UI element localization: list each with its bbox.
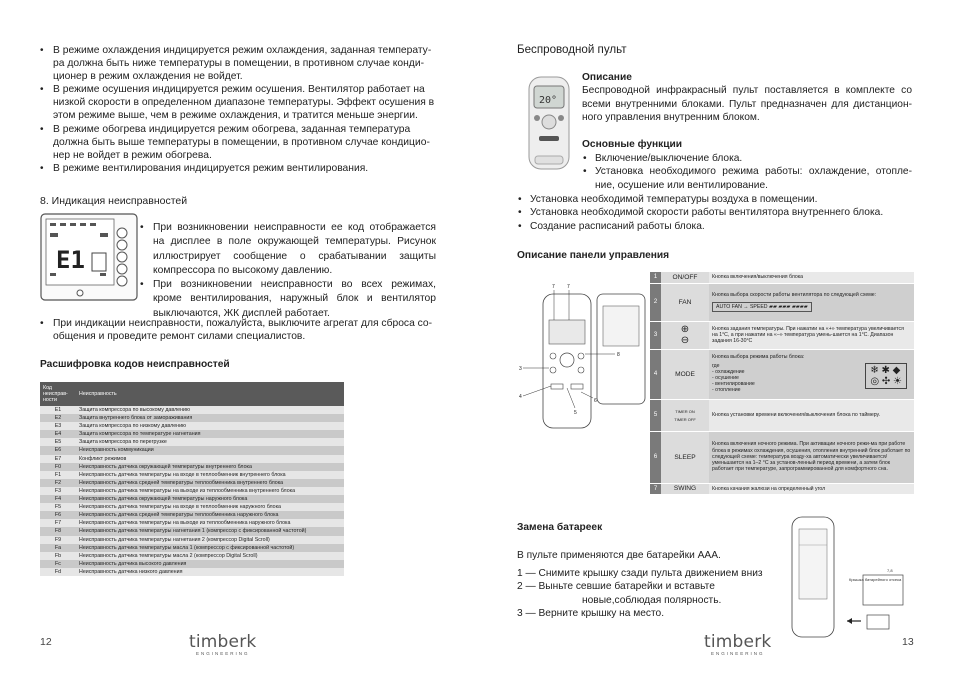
fault-description: Защита компрессора по высокому давлению (76, 406, 344, 414)
control-desc: Кнопка включения ночного режима. При активации ночного режи-ма при работе блока в режимах охлаждения, осушения, отопления внутренний блок работает по следующей схеме: температура возду-ха автоматически увеличивается/уменьшается на 1–2 °С за установ-ленный период времени, а затем блок работает при температуре, запрограммированной для комфортного сна. (709, 431, 914, 483)
table-row (40, 422, 344, 430)
fault-code: F0 (40, 463, 76, 471)
diagram-label: 4 (519, 394, 522, 400)
fault-description: Конфликт режимов (76, 455, 344, 463)
fault-description: Неисправность датчика температуры масла 1 (компрессор с фиксированной частотой) (76, 544, 344, 552)
table-row (40, 560, 344, 568)
function-item: • Установка необходимой скорости работы вентилятора внутреннего блока. (517, 206, 917, 219)
table-row (40, 536, 344, 544)
diagram-label: 7 (552, 284, 555, 290)
timer-off-label: TIMER OFF (674, 416, 696, 422)
battery-line: 1 — Снимите крышку сзади пульта движением вниз (517, 567, 763, 579)
fault-description: Неисправность датчика средней температуры теплообменника внутреннего блока (76, 479, 344, 487)
functions-list (517, 193, 917, 233)
control-row (650, 283, 914, 321)
control-desc: Кнопка задания температуры. При нажатии на «+» температура увеличивается на 1°С, а при нажатии на «–» температура умень-шается на 1°С. Диапазон задания 16-30°С (709, 321, 914, 349)
fault-description: Неисправность датчика окружающей температуры наружного блока (76, 495, 344, 503)
control-desc: Кнопка качания жалюзи на определенный угол (709, 483, 914, 494)
section-8-title: 8. Индикация неисправностей (40, 195, 188, 207)
fault-code-display: E1 (56, 246, 85, 274)
fault-code: F2 (40, 479, 76, 487)
mode-item: - вентилирование (712, 381, 755, 388)
codes-header-fault: Неисправность (76, 382, 344, 406)
fault-code: Fb (40, 552, 76, 560)
control-desc-cell (709, 283, 914, 321)
fault-description: Неисправность датчика окружающей температуры внутреннего блока (76, 463, 344, 471)
table-row (40, 527, 344, 535)
function-item: • Установка необходимой температуры воздуха в помещении. (517, 193, 917, 206)
plus-minus-icon: ⊕ ⊖ (680, 324, 690, 346)
fan-speed-label: SPEED (749, 304, 768, 310)
fault-code: Fa (40, 544, 76, 552)
mode-item: - охлаждение (712, 368, 745, 375)
mode-item: - отопление (712, 387, 741, 394)
mode-item: где (712, 362, 720, 369)
mode-item: - осушение (712, 375, 739, 381)
battery-pins-label: 7,8 (887, 568, 893, 573)
control-number: 1 (650, 272, 661, 283)
fault-description: Защита внутреннего блока от замораживания (76, 414, 344, 422)
fault-description: Неисправность датчика температуры на входе в теплообменник наружного блока (76, 503, 344, 511)
mode-legend (712, 363, 911, 394)
panel-heading: Описание панели управления (517, 250, 670, 261)
control-row (650, 399, 914, 431)
fault-codes-body (40, 406, 344, 576)
fault-bullet-1: • При возникновении неисправности ее код отображается на дисплее в поле окружающей температуры. Рисунок иллюстрирует сообщение о срабатывании защиты компрессора по высокому давлению. (140, 221, 436, 278)
reset-note: • При индикации неисправности, пожалуйста, выключите агрегат для сброса со-общения и проведите ремонт силами специалистов. (38, 317, 453, 343)
table-row (40, 519, 344, 527)
table-row (40, 446, 344, 454)
remote-display-text: 20° (539, 95, 558, 106)
fault-description: Неисправность коммуникации (76, 446, 344, 454)
fault-description: Неисправность датчика температуры масла 2 (компрессор Digital Scroll) (76, 552, 344, 560)
diagram-label: 3 (519, 366, 522, 372)
battery-heading: Замена батареек (517, 522, 603, 533)
fault-bullet-2: • При возникновении неисправности во всех режимах, кроме вентилирования, наружный блок и вентилятор выключаются, ЖК дисплей работает. (140, 278, 436, 321)
control-row (650, 483, 914, 494)
table-row (40, 503, 344, 511)
description-heading: Описание (582, 72, 632, 83)
logo-name: timberk (704, 632, 772, 652)
fault-description: Неисправность датчика средней температуры теплообменника наружного блока (76, 511, 344, 519)
fault-description: Неисправность датчика температуры на выходе из теплообменника внутреннего блока (76, 487, 344, 495)
fault-description: Защита компрессора по температуре нагнетания (76, 430, 344, 438)
battery-line: 2 — Выньте севшие батарейки и вставьте (517, 581, 715, 592)
control-desc: Кнопка выбора скорости работы вентилятора по следующей схеме: (712, 291, 877, 298)
logo-sub: ENGINEERING (710, 651, 765, 656)
diagram-label: 5 (574, 410, 577, 416)
fault-bullets (140, 221, 436, 321)
control-key-cell (661, 321, 709, 349)
fault-code: E3 (40, 422, 76, 430)
control-number: 7 (650, 483, 661, 494)
fault-description: Неисправность датчика температуры нагнетания 2 (компрессор Digital Scroll) (76, 536, 344, 544)
battery-line: новые,соблюдая полярность. (582, 594, 722, 606)
table-row (40, 568, 344, 576)
control-desc: Кнопка выбора режима работы блока: (712, 354, 805, 361)
fault-code: Fc (40, 560, 76, 568)
description (582, 71, 912, 124)
right-page (477, 0, 954, 677)
control-desc: Кнопка установки времени включения/выключения блока по таймеру. (709, 399, 914, 431)
table-row (40, 495, 344, 503)
mode-list (712, 363, 755, 394)
fault-codes-table (40, 382, 344, 576)
fan-bars-icon: ▰▰ ▰▰▰ ▰▰▰▰ (768, 304, 808, 310)
battery-illustration (787, 515, 907, 640)
fault-description: Защита компрессора по низкому давлению (76, 422, 344, 430)
timberk-logo-right (704, 634, 771, 657)
control-row (650, 272, 914, 283)
control-row (650, 349, 914, 399)
control-key: FAN (661, 283, 709, 321)
control-number: 2 (650, 283, 661, 321)
control-key: ON/OFF (661, 272, 709, 283)
battery-line: В пульте применяются две батарейки ААА. (517, 550, 721, 561)
control-key: SWING (661, 483, 709, 494)
fault-code: F9 (40, 536, 76, 544)
battery-line: 3 — Верните крышку на место. (517, 608, 665, 619)
function-item: • Создание расписаний работы блока. (517, 220, 917, 233)
remote-diagram (519, 280, 647, 430)
fault-code: E5 (40, 438, 76, 446)
codes-title: Расшифровка кодов неисправностей (40, 359, 230, 370)
diagram-label: 8 (617, 352, 620, 358)
control-desc: Кнопка включения/выключения блока (709, 272, 914, 283)
diagram-label: 7 (567, 284, 570, 290)
remote-photo (525, 76, 573, 170)
table-row (40, 430, 344, 438)
fault-code: Fd (40, 568, 76, 576)
fault-code: E1 (40, 406, 76, 414)
table-row (40, 479, 344, 487)
control-number: 5 (650, 399, 661, 431)
control-key: MODE (661, 349, 709, 399)
fault-code: F6 (40, 511, 76, 519)
fault-code: F8 (40, 527, 76, 535)
table-row (40, 471, 344, 479)
bullet-heating: • В режиме обогрева индицируется режим обогрева, заданная температура должна быть выше температуры в помещении, в противном случае кондицио-нер не войдет в режим обогрева. (38, 123, 438, 162)
function-item: • Включение/выключение блока. (582, 152, 912, 165)
bullet-drying: • В режиме осушения индицируется режим осушения. Вентилятор работает на низкой скорости в определенном диапазоне температуры. Эффект осушения в этом режиме выше, чем в режиме охлаждения, и тратится меньше энергии. (38, 83, 438, 122)
control-panel-table (650, 272, 914, 495)
fault-code: E6 (40, 446, 76, 454)
fault-description: Неисправность датчика высокого давления (76, 560, 344, 568)
fault-description: Неисправность датчика температуры на выходе из теплообменника наружного блока (76, 519, 344, 527)
functions-heading: Основные функции (582, 139, 683, 150)
table-row (40, 511, 344, 519)
battery-instructions (517, 549, 763, 621)
table-row (40, 487, 344, 495)
table-row (40, 463, 344, 471)
fault-code: F1 (40, 471, 76, 479)
fault-description: Защита компрессора по перегрузке (76, 438, 344, 446)
control-desc-cell (709, 349, 914, 399)
mode-bullets (38, 44, 438, 175)
bullet-fan: • В режиме вентилирования индицируется режим вентилирования. (38, 162, 438, 175)
table-row (40, 438, 344, 446)
logo-sub: ENGINEERING (195, 651, 250, 656)
control-key: SLEEP (661, 431, 709, 483)
table-row (40, 455, 344, 463)
table-row (40, 414, 344, 422)
function-item: • Установка необходимого режима работы: охлаждение, отопле-ние, осушение или вентилирование. (582, 165, 912, 192)
page-number-right: 13 (902, 636, 914, 648)
logo-name: timberk (189, 632, 257, 652)
control-row (650, 321, 914, 349)
fault-description: Неисправность датчика низкого давления (76, 568, 344, 576)
control-key-cell (661, 399, 709, 431)
timberk-logo-left (189, 634, 256, 657)
fault-display-illustration (40, 213, 138, 301)
table-row (40, 544, 344, 552)
fault-code: F4 (40, 495, 76, 503)
remote-title: Беспроводной пульт (517, 43, 627, 56)
fault-description: Неисправность датчика температуры нагнетания 1 (компрессор с фиксированной частотой) (76, 527, 344, 535)
fault-code: E2 (40, 414, 76, 422)
fan-auto-label: AUTO FAN (716, 304, 742, 310)
bullet-cooling: • В режиме охлаждения индицируется режим охлаждения, заданная температу-ра должна быть ниже температуры в помещении, в противном случае конди-ционер в режим охлаждения не войдет. (38, 44, 438, 83)
battery-cover-label: Крышка батарейного отсека (849, 577, 902, 582)
diagram-label: 6 (594, 398, 597, 404)
description-text: Беспроводной инфракрасный пульт поставляется в комплекте со всеми внутренними блоками. Пульт предназначен для дистанцион-ного управления внутренним блоком. (582, 85, 912, 123)
fault-description: Неисправность датчика температуры на входе в теплообменник внутреннего блока (76, 471, 344, 479)
fault-code: F7 (40, 519, 76, 527)
fan-sequence-box: AUTO FAN → SPEED ▰▰ ▰▰▰ ▰▰▰▰ (712, 302, 812, 312)
fault-code: F3 (40, 487, 76, 495)
control-number: 3 (650, 321, 661, 349)
functions-list-indented (582, 152, 912, 192)
fault-code: E4 (40, 430, 76, 438)
control-number: 4 (650, 349, 661, 399)
mode-cycle-icon: ❄ ✱ ◆ ◎ ✣ ☀ (865, 363, 907, 389)
control-row (650, 431, 914, 483)
table-row (40, 406, 344, 414)
fan-sequence (712, 302, 911, 312)
fault-code: F5 (40, 503, 76, 511)
control-number: 6 (650, 431, 661, 483)
page-number-left: 12 (40, 636, 52, 648)
codes-header-code: Код неисправ-ности (40, 382, 76, 406)
table-row (40, 552, 344, 560)
timer-on-label: TIMER ON (675, 408, 695, 414)
fault-code: E7 (40, 455, 76, 463)
